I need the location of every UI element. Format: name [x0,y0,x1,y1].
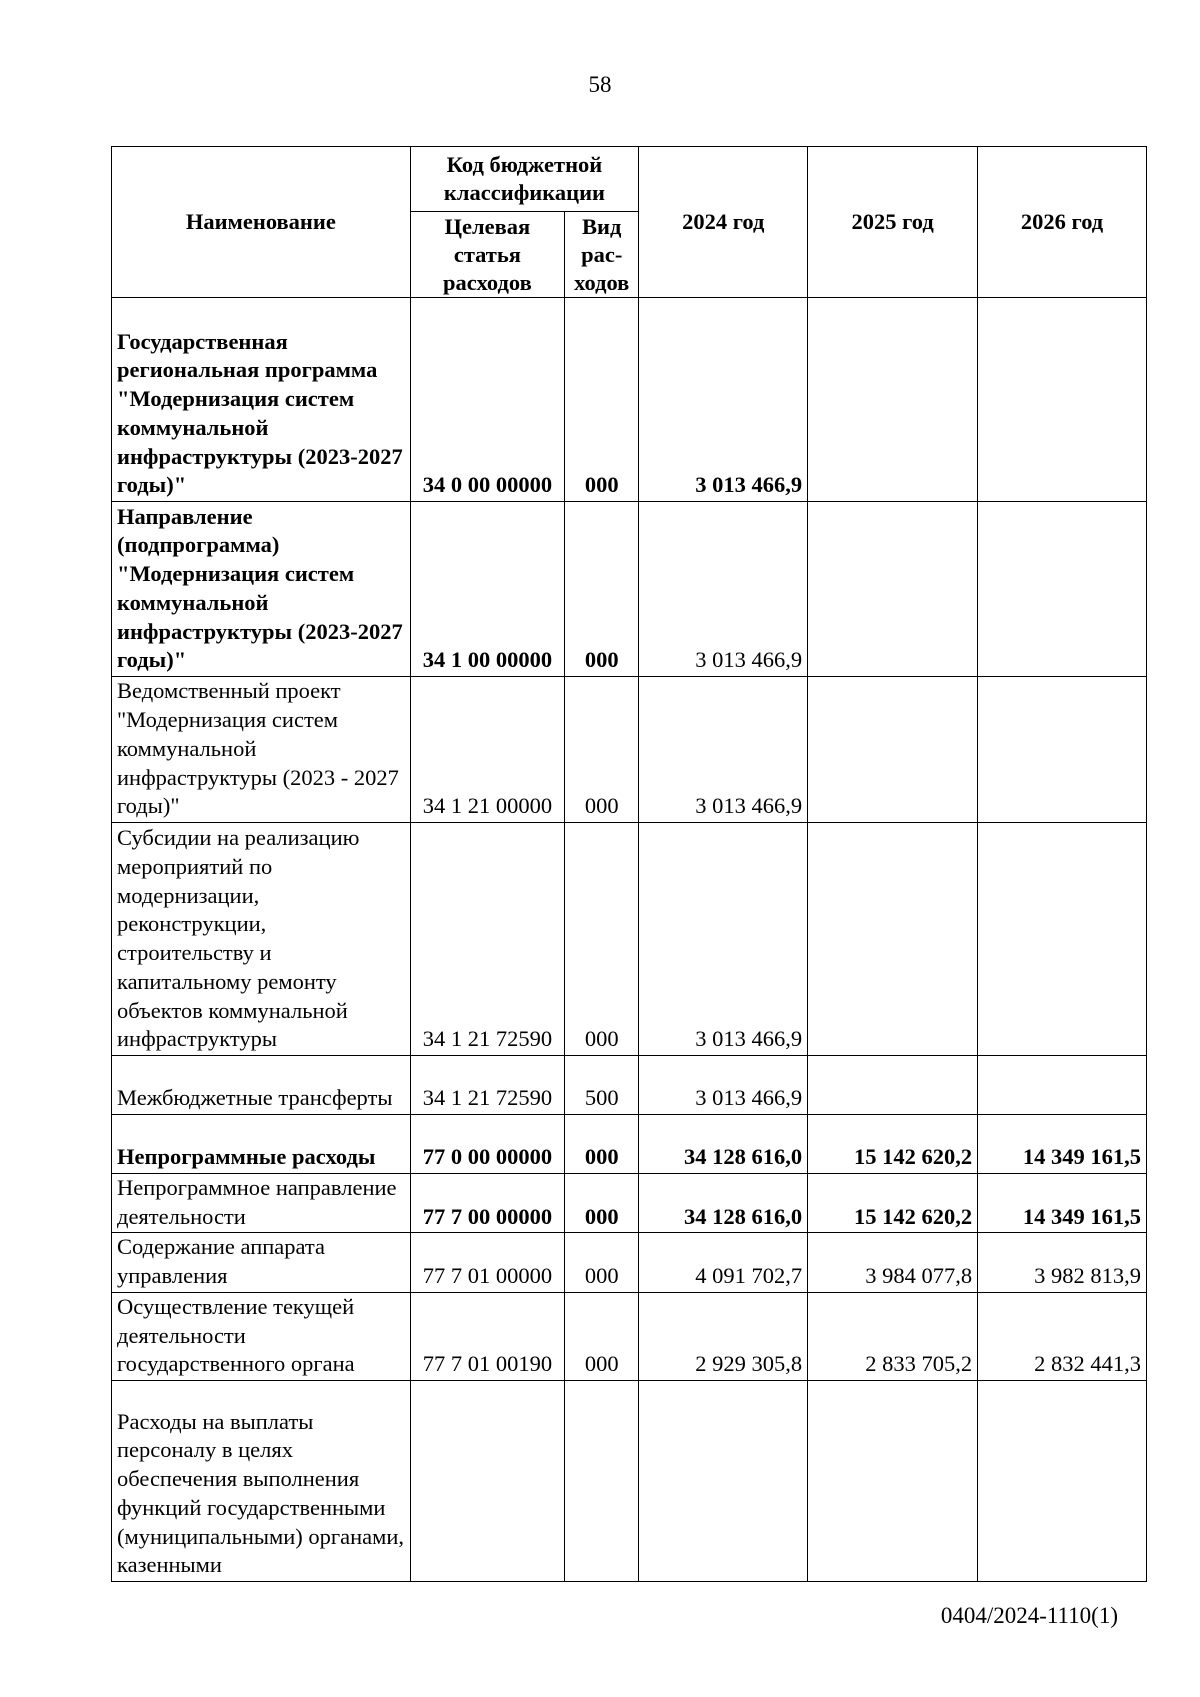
row-vid: 000 [565,823,639,1056]
row-2025: 3 984 077,8 [808,1233,978,1292]
row-2025 [808,502,978,677]
row-code: 34 1 21 72590 [410,823,564,1056]
row-2026: 2 832 441,3 [978,1292,1147,1380]
row-vid [565,1380,639,1581]
row-vid: 000 [565,502,639,677]
row-2026 [978,677,1147,823]
row-name: Субсидии на реализацию мероприятий по модернизации, реконструкции, строительству и капитальному ремонту объектов коммунальной инфраструктуры [112,823,411,1056]
row-2024: 4 091 702,7 [639,1233,808,1292]
row-2024: 34 128 616,0 [639,1174,808,1233]
row-2026 [978,502,1147,677]
table-row [112,1056,1147,1115]
row-2024: 34 128 616,0 [639,1115,808,1174]
row-2026 [978,298,1147,502]
row-vid: 000 [565,1115,639,1174]
table-row [112,502,1147,677]
row-2026: 14 349 161,5 [978,1174,1147,1233]
budget-table [111,146,1147,1582]
table-row [112,1233,1147,1292]
row-2025 [808,823,978,1056]
row-vid: 000 [565,298,639,502]
row-name: Осуществление текущей деятельности государственного органа [112,1292,411,1380]
row-code: 77 7 01 00000 [410,1233,564,1292]
row-name: Межбюджетные трансферты [112,1056,411,1115]
header-name: Наименование [112,147,411,298]
row-2025: 15 142 620,2 [808,1115,978,1174]
table-row [112,823,1147,1056]
row-2025 [808,1380,978,1581]
row-code: 34 1 21 72590 [410,1056,564,1115]
document-code: 0404/2024-1110(1) [940,1603,1118,1628]
row-code: 34 1 21 00000 [410,677,564,823]
header-2026: 2026 год [978,147,1147,298]
row-code: 34 0 00 00000 [410,298,564,502]
row-2025 [808,1056,978,1115]
header-2025: 2025 год [808,147,978,298]
row-code [410,1380,564,1581]
row-name: Непрограммные расходы [112,1115,411,1174]
row-2026 [978,823,1147,1056]
row-vid: 000 [565,677,639,823]
row-2024 [639,1380,808,1581]
page-number: 58 [588,72,612,97]
row-name: Направление (подпрограмма) "Модернизация систем коммунальной инфраструктуры (2023-2027 годы)" [112,502,411,677]
row-2024: 3 013 466,9 [639,502,808,677]
row-vid: 500 [565,1056,639,1115]
row-2024: 3 013 466,9 [639,298,808,502]
row-name: Расходы на выплаты персоналу в целях обеспечения выполнения функций государственными (муниципальными) органами, казенными [112,1380,411,1581]
row-code: 77 7 00 00000 [410,1174,564,1233]
row-2026: 3 982 813,9 [978,1233,1147,1292]
row-vid: 000 [565,1233,639,1292]
row-code: 77 0 00 00000 [410,1115,564,1174]
row-2024: 3 013 466,9 [639,677,808,823]
row-2025: 15 142 620,2 [808,1174,978,1233]
table-row [112,298,1147,502]
row-2026: 14 349 161,5 [978,1115,1147,1174]
row-name: Ведомственный проект "Модернизация систем коммунальной инфраструктуры (2023 - 2027 годы)" [112,677,411,823]
header-expense-type: Вид рас-ходов [565,212,639,298]
header-code-group: Код бюджетной классификации [410,147,639,212]
row-2024: 2 929 305,8 [639,1292,808,1380]
row-name: Государственная региональная программа "Модернизация систем коммунальной инфраструктуры (2023-2027 годы)" [112,298,411,502]
row-2025: 2 833 705,2 [808,1292,978,1380]
row-2026 [978,1380,1147,1581]
row-2024: 3 013 466,9 [639,1056,808,1115]
row-name: Непрограммное направление деятельности [112,1174,411,1233]
row-2025 [808,677,978,823]
row-code: 34 1 00 00000 [410,502,564,677]
table-row [112,677,1147,823]
table-row [112,1380,1147,1581]
header-target-article: Целевая статья расходов [410,212,564,298]
row-name: Содержание аппарата управления [112,1233,411,1292]
table-row [112,1115,1147,1174]
row-2026 [978,1056,1147,1115]
row-code: 77 7 01 00190 [410,1292,564,1380]
row-2024: 3 013 466,9 [639,823,808,1056]
row-vid: 000 [565,1174,639,1233]
header-2024: 2024 год [639,147,808,298]
row-vid: 000 [565,1292,639,1380]
table-row [112,1292,1147,1380]
row-2025 [808,298,978,502]
table-row [112,1174,1147,1233]
